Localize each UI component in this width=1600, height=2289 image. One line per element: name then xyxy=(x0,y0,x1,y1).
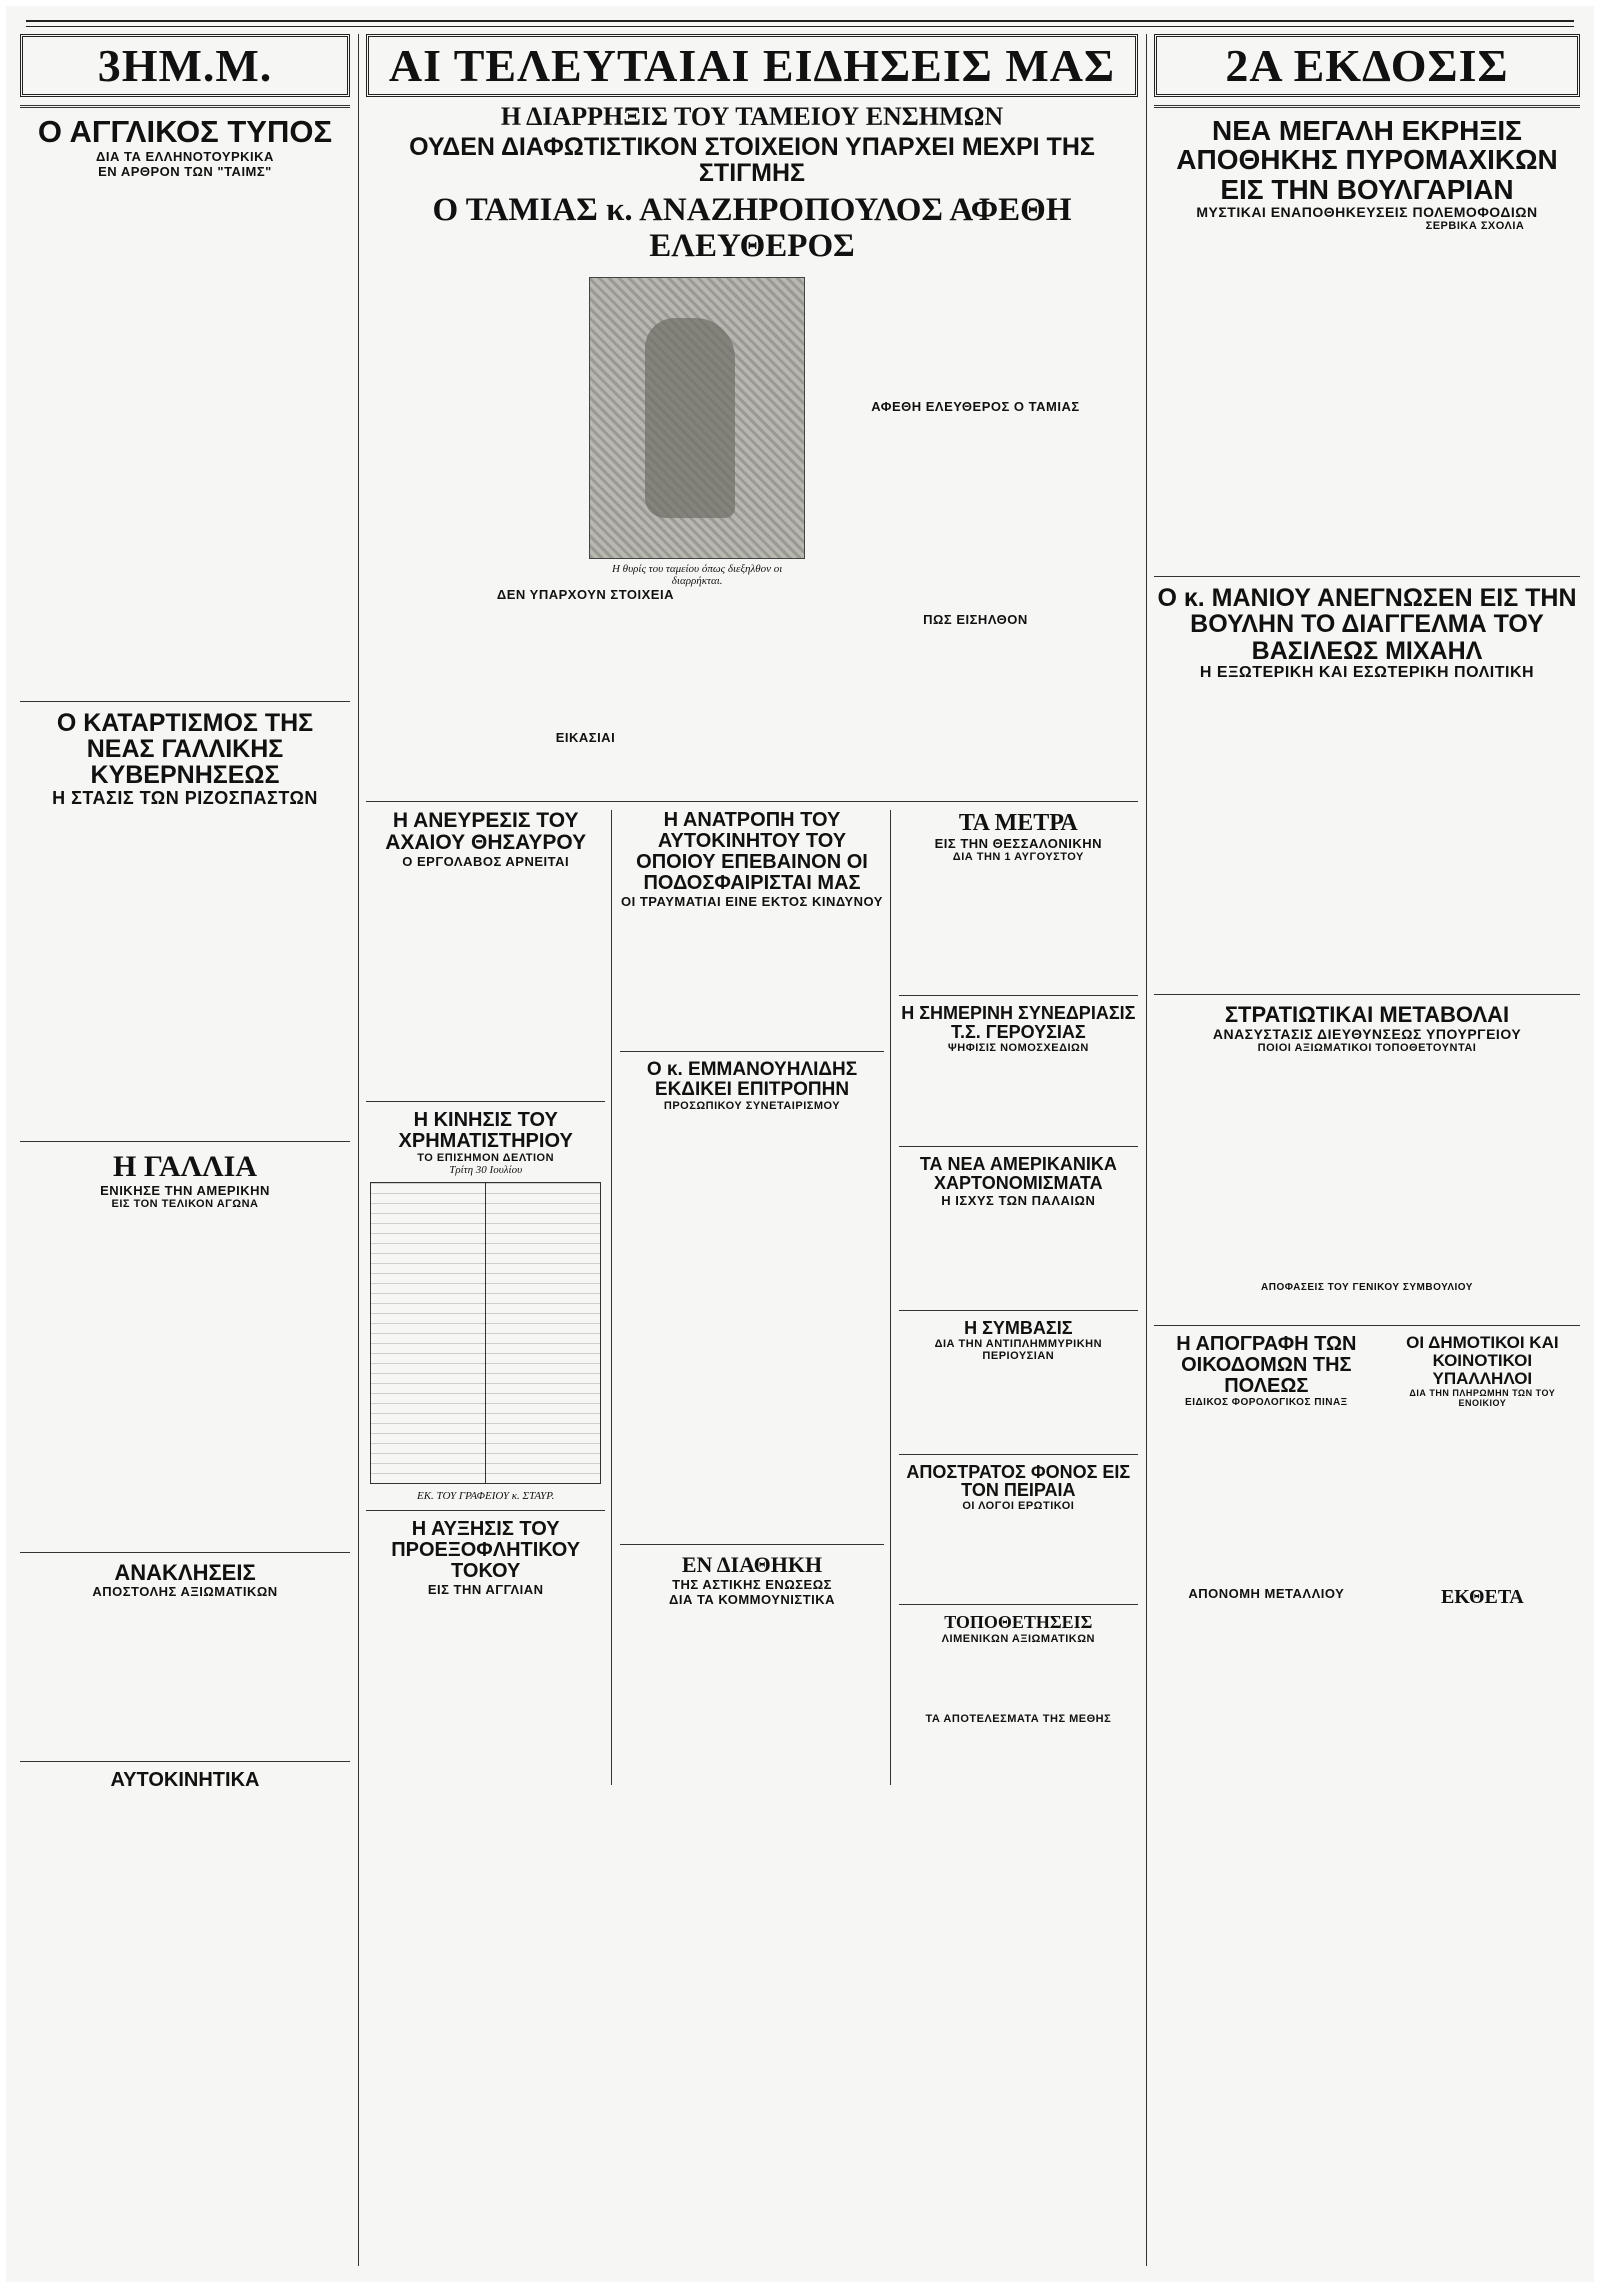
headline-municipal: ΟΙ ΔΗΜΟΤΙΚΟΙ ΚΑΙ ΚΟΙΝΟΤΙΚΟΙ ΥΠΑΛΛΗΛΟΙ xyxy=(1406,1333,1559,1388)
article-body xyxy=(20,813,350,1133)
subhead: Η ΕΞΩΤΕΡΙΚΗ ΚΑΙ ΕΣΩΤΕΡΙΚΗ ΠΟΛΙΤΙΚΗ xyxy=(1199,663,1535,681)
headline-french-cabinet: Ο ΚΑΤΑΡΤΙΣΜΟΣ ΤΗΣ ΝΕΑΣ ΓΑΛΛΙΚΗΣ ΚΥΒΕΡΝΗΣΕΩΣ xyxy=(56,708,314,790)
lead-headline-2: ΟΥΔΕΝ ΔΙΑΦΩΤΙΣΤΙΚΟΝ ΣΤΟΙΧΕΙΟΝ ΥΠΑΡΧΕΙ ΜΕΧΡΙ ΤΗΣ ΣΤΙΓΜΗΣ xyxy=(409,132,1095,187)
subhead: ΑΝΑΣΥΣΤΑΣΙΣ ΔΙΕΥΘΥΝΣΕΩΣ ΥΠΟΥΡΓΕΙΟΥ xyxy=(1212,1026,1522,1043)
article-body xyxy=(20,183,350,693)
center-section xyxy=(366,34,1138,2266)
headline-military: ΣΤΡΑΤΙΩΤΙΚΑΙ ΜΕΤΑΒΟΛΑΙ xyxy=(1224,1001,1510,1027)
subhead: ΑΦΕΘΗ ΕΛΕΥΘΕΡΟΣ Ο ΤΑΜΙΑΣ xyxy=(871,398,1080,414)
subhead: ΔΕΝ ΥΠΑΡΧΟΥΝ ΣΤΟΙΧΕΙΑ xyxy=(496,586,674,602)
newspaper-page xyxy=(6,6,1594,2282)
subhead: ΣΕΡΒΙΚΑ ΣΧΟΛΙΑ xyxy=(1425,220,1525,233)
stock-exchange-table xyxy=(370,1182,601,1484)
headline-english-press: Ο ΑΓΓΛΙΚΟΣ ΤΥΠΟΣ xyxy=(37,114,333,149)
left-masthead: 3ΗΜ.Μ. xyxy=(20,34,350,97)
subhead: ΠΟΙΟΙ ΑΞΙΩΜΑΤΙΚΟΙ ΤΟΠΟΘΕΤΟΥΝΤΑΙ xyxy=(1257,1042,1477,1055)
subhead: ΕΙΚΑΣΙΑΙ xyxy=(555,729,616,745)
photo-caption: Η θυρίς του ταμείου όπως διεξηλθον οι διαρρήκται. xyxy=(611,562,783,587)
subhead: ΠΩΣ ΕΙΣΗΛΘΟΝ xyxy=(923,611,1028,627)
subhead: ΜΥΣΤΙΚΑΙ ΕΝΑΠΟΘΗΚΕΥΣΕΙΣ ΠΟΛΕΜΟΦΟΔΙΩΝ xyxy=(1196,204,1538,221)
lead-headline-3: Ο ΤΑΜΙΑΣ κ. ΑΝΑΖΗΡΟΠΟΥΛΟΣ ΑΦΕΘΗ ΕΛΕΥΘΕΡΟΣ xyxy=(432,192,1072,265)
subhead: Η ΣΤΑΣΙΣ ΤΩΝ ΡΙΖΟΣΠΑΣΤΩΝ xyxy=(52,788,318,809)
photo-safe-hole xyxy=(589,277,804,559)
right-column: 2Α ΕΚΔΟΣΙΣ ΝΕΑ ΜΕΓΑΛΗ ΕΚΡΗΞΙΣ ΑΠΟΘΗΚΗΣ ΠΥΡΟΜΑΧΙΚΩΝ ΕΙΣ ΤΗΝ ΒΟΥΛΓΑΡΙΑΝ ΜΥΣΤΙΚΑΙ ΕΝΑΠΟΘΗΚΕΥΣΕΙΣ ΠΟΛΕΜΟΦΟΔΙΩΝ ΣΕΡΒΙΚΑ ΣΧΟΛΙΑ Ο κ. ΜΑΝΙΟΥ ΑΝΕΓΝΩΣΕΝ ΕΙΣ ΤΗΝ ΒΟΥΛΗΝ ΤΟ ΔΙΑΓΓΕΛΜΑ ΤΟΥ ΒΑΣΙΛΕΩΣ ΜΙΧΑΗΛ Η ΕΞΩΤΕΡΙΚΗ ΚΑΙ ΕΣΩΤΕΡΙΚΗ ΠΟΛΙΤΙΚΗ ΣΤΡΑΤΙΩΤΙΚΑΙ ΜΕΤΑΒΟΛΑΙ ΑΝΑΣΥΣΤΑΣΙΣ ΔΙΕΥΘΥΝΣΕΩΣ ΥΠΟΥΡΓΕΙΟΥ ΠΟΙΟΙ ΑΞΙΩΜΑΤΙΚΟΙ ΤΟΠΟΘΕΤΟΥΝΤΑΙ ΑΠΟΦΑΣΕΙΣ ΤΟΥ ΓΕΝΙΚΟΥ ΣΥΜΒΟΥΛΙΟΥ Η ΑΠΟΓΡΑΦΗ ΤΩΝ ΟΙΚΟΔΟΜΩΝ ΤΗΣ ΠΟΛΕΩΣ ΕΙΔΙΚΟΣ ΦΟΡΟΛΟΓΙΚΟΣ ΠΙΝΑΞ ΑΠΟΝΟΜΗ ΜΕΤΑΛΛΙΟΥ ΟΙ ΔΗΜΟΤΙΚΟΙ ΚΑΙ ΚΟΙΝΟΤΙΚΟΙ ΥΠΑΛΛΗΛΟΙ ΔΙΑ ΤΗΝ ΠΛΗΡΩΜΗΝ ΤΩΝ ΤΟΥ ΕΝΟΙΚΙΟΥ ΕΚΘΕΤΑ xyxy=(1154,34,1580,2266)
subcol-a: Η ΑΝΕΥΡΕΣΙΣ ΤΟΥ ΑΧΑΙΟΥ ΘΗΣΑΥΡΟΥ Ο ΕΡΓΟΛΑΒΟΣ ΑΡΝΕΙΤΑΙ Η ΚΙΝΗΣΙΣ ΤΟΥ ΧΡΗΜΑΤΙΣΤΗΡΙΟΥ ΤΟ ΕΠΙΣΗΜΟΝ ΔΕΛΤΙΟΝ Τρίτη 30 Ιουλίου ΕΚ. ΤΟΥ ΓΡΑΦΕΙΟΥ κ. ΣΤΑΥΡ. Η ΑΥΞΗΣΙΣ ΤΟΥ ΠΡΟΕΞΟΦΛΗΤΙΚΟΥ ΤΟΚΟΥ ΕΙΣ ΤΗΝ ΑΓΓΛΙΑΝ xyxy=(366,810,612,1785)
subcol-b: Η ΑΝΑΤΡΟΠΗ ΤΟΥ ΑΥΤΟΚΙΝΗΤΟΥ ΤΟΥ ΟΠΟΙΟΥ ΕΠΕΒΑΙΝΟΝ ΟΙ ΠΟΔΟΣΦΑΙΡΙΣΤΑΙ ΜΑΣ ΟΙ ΤΡΑΥΜΑΤΙΑΙ ΕΙΝΕ ΕΚΤΟΣ ΚΙΝΔΥΝΟΥ Ο κ. ΕΜΜΑΝΟΥΗΛΙΔΗΣ ΕΚΔΙΚΕΙ ΕΠΙΤΡΟΠΗΝ ΠΡΟΣΩΠΙΚΟΥ ΣΥΝΕΤΑΙΡΙΣΜΟΥ ΕΝ ΔΙΑΘΗΚΗ ΤΗΣ ΑΣΤΙΚΗΣ ΕΝΩΣΕΩΣ ΔΙΑ ΤΑ ΚΟΜΜΟΥΝΙΣΤΙΚΑ xyxy=(620,810,890,1785)
subcol-c: ΤΑ ΜΕΤΡΑ ΕΙΣ ΤΗΝ ΘΕΣΣΑΛΟΝΙΚΗΝ ΔΙΑ ΤΗΝ 1 ΑΥΓΟΥΣΤΟΥ Η ΣΗΜΕΡΙΝΗ ΣΥΝΕΔΡΙΑΣΙΣ Τ.Σ. ΓΕΡΟΥΣΙΑΣ ΨΗΦΙΣΙΣ ΝΟΜΟΣΧΕΔΙΩΝ ΤΑ ΝΕΑ ΑΜΕΡΙΚΑΝΙΚΑ ΧΑΡΤΟΝΟΜΙΣΜΑΤΑ Η ΙΣΧΥΣ ΤΩΝ ΠΑΛΑΙΩΝ Η ΣΥΜΒΑΣΙΣ ΔΙΑ ΤΗΝ ΑΝΤΙΠΛΗΜΜΥΡΙΚΗΝ ΠΕΡΙΟΥΣΙΑΝ ΑΠΟΣΤΡΑΤΟΣ ΦΟΝΟΣ ΕΙΣ ΤΟΝ ΠΕΙΡΑΙΑ ΟΙ ΛΟΓΟΙ ΕΡΩΤΙΚΟΙ ΤΟΠΟΘΕΤΗΣΕΙΣ ΛΙΜΕΝΙΚΩΝ ΑΞΙΩΜΑΤΙΚΩΝ ΤΑ ΑΠΟΤΕΛΕΣΜΑΤΑ ΤΗΣ ΜΕΘΗΣ xyxy=(899,810,1138,1785)
subhead: ΔΙΑ ΤΑ ΕΛΛΗΝΟΤΟΥΡΚΙΚΑ xyxy=(96,148,274,164)
subhead: ΕΝΙΚΗΣΕ ΤΗΝ ΑΜΕΡΙΚΗΝ xyxy=(100,1183,270,1199)
subhead: ΑΠΟΣΤΟΛΗΣ ΑΞΙΩΜΑΤΙΚΩΝ xyxy=(92,1584,278,1600)
headline-recalls: ΑΝΑΚΛΗΣΕΙΣ xyxy=(114,1560,256,1586)
center-subcolumns xyxy=(366,810,1138,1785)
center-masthead: ΑΙ ΤΕΛΕΥΤΑΙΑΙ ΕΙΔΗΣΕΙΣ ΜΑΣ xyxy=(366,34,1138,97)
right-masthead: 2Α ΕΚΔΟΣΙΣ xyxy=(1154,34,1580,97)
headline-census: Η ΑΠΟΓΡΑΦΗ ΤΩΝ ΟΙΚΟΔΟΜΩΝ ΤΗΣ ΠΟΛΕΩΣ xyxy=(1176,1333,1357,1398)
headline-automobiles: ΑΥΤΟΚΙΝΗΤΙΚΑ xyxy=(110,1769,260,1792)
column-rule xyxy=(1146,34,1147,2266)
column-rule xyxy=(358,34,359,2266)
lead-story xyxy=(366,271,1138,793)
headline-maniu: Ο κ. ΜΑΝΙΟΥ ΑΝΕΓΝΩΣΕΝ ΕΙΣ ΤΗΝ ΒΟΥΛΗΝ ΤΟ ΔΙΑΓΓΕΛΜΑ ΤΟΥ ΒΑΣΙΛΕΩΣ ΜΙΧΑΗΛ xyxy=(1157,584,1577,665)
subhead: ΕΝ ΑΡΘΡΟΝ ΤΩΝ "ΤΑΙΜΣ" xyxy=(98,163,272,179)
subhead: ΕΙΣ ΤΟΝ ΤΕΛΙΚΟΝ ΑΓΩΝΑ xyxy=(111,1198,259,1211)
article-body xyxy=(20,1214,350,1544)
article-body xyxy=(20,1795,350,2095)
top-rule xyxy=(26,20,1574,27)
headline-bulgaria: ΝΕΑ ΜΕΓΑΛΗ ΕΚΡΗΞΙΣ ΑΠΟΘΗΚΗΣ ΠΥΡΟΜΑΧΙΚΩΝ ΕΙΣ ΤΗΝ ΒΟΥΛΓΑΡΙΑΝ xyxy=(1176,115,1558,205)
left-column xyxy=(20,34,350,2266)
article-body xyxy=(366,275,581,525)
lead-headline: Η ΔΙΑΡΡΗΞΙΣ ΤΟΥ ΤΑΜΕΙΟΥ ΕΝΣΗΜΩΝ xyxy=(500,102,1004,131)
article-body xyxy=(20,1603,350,1753)
headline-france: Η ΓΑΛΛΙΑ xyxy=(113,1150,257,1184)
